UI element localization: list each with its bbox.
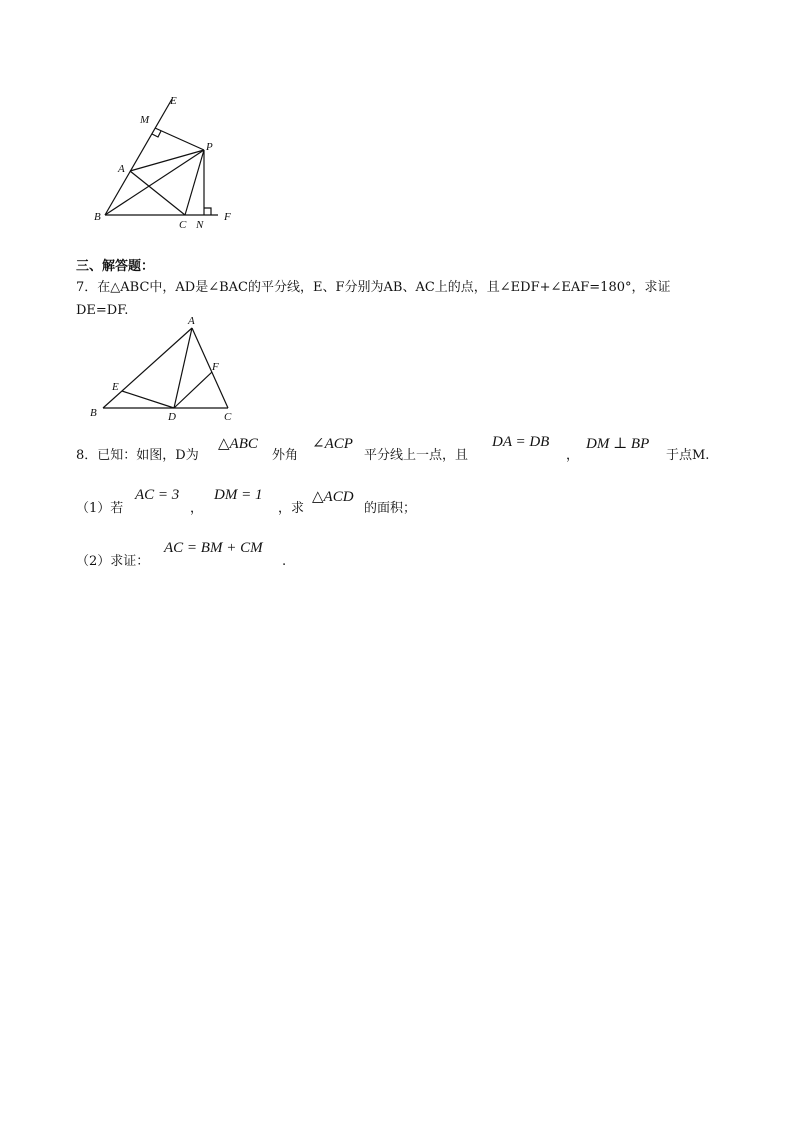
q8-part1-ask: ，求 — [278, 501, 305, 516]
q8-part1-area: 的面积； — [364, 501, 417, 516]
label-D: D — [168, 411, 176, 423]
label-C: C — [224, 411, 232, 423]
q8-part1-math-triangle-acd: △ACD — [312, 489, 354, 505]
q8-part2-prefix: （2）求证： — [76, 554, 150, 569]
label-E: E — [170, 95, 177, 107]
q8-part1-math-ac: AC = 3 — [135, 487, 180, 503]
q8-part2-math: AC = BM + CM — [164, 540, 263, 556]
label-N: N — [196, 219, 204, 231]
q8-math-triangle-abc: △ABC — [218, 436, 258, 452]
label-C: C — [179, 219, 187, 231]
label-E: E — [112, 381, 119, 393]
label-M: M — [140, 114, 150, 126]
q8-part1-prefix: （1）若 — [76, 501, 124, 516]
q8-text-bisector: 平分线上一点，且 — [364, 448, 469, 463]
label-F: F — [224, 211, 231, 223]
label-B: B — [90, 407, 97, 419]
q8-math-angle-acp: ∠ACP — [312, 436, 353, 452]
q8-text-foot-m: 于点M. — [666, 448, 710, 463]
label-P: P — [206, 141, 213, 153]
q8-part1-math-dm: DM = 1 — [214, 487, 263, 503]
figure-1-diagram — [90, 92, 250, 232]
line-AC — [192, 328, 228, 408]
q8-part2-period: . — [282, 554, 287, 569]
section-heading: 三、解答题： — [76, 259, 155, 274]
line-BP — [105, 150, 204, 215]
line-CP — [185, 150, 204, 215]
q8-prefix: 8．已知：如图，D为 — [76, 448, 199, 463]
q8-math-da-db: DA = DB — [492, 434, 550, 450]
line-AB — [103, 328, 192, 408]
label-F: F — [212, 361, 219, 373]
q8-text-comma: ， — [566, 448, 580, 463]
line-AD — [174, 328, 192, 408]
q8-text-exterior-angle: 外角 — [272, 448, 299, 463]
q8-math-dm-perp-bp: DM ⊥ BP — [586, 436, 650, 452]
line-MP — [155, 128, 204, 150]
label-A: A — [188, 315, 195, 327]
figure-2-diagram — [88, 314, 248, 424]
line-ED — [122, 391, 174, 408]
line-BE — [105, 99, 172, 215]
right-angle-N — [204, 208, 211, 215]
label-B: B — [94, 211, 101, 223]
line-DF — [174, 372, 212, 408]
q7-line-1: 7．在△ABC中，AD是∠BAC的平分线，E、F分别为AB、AC上的点，且∠EDF+∠EAF=180°，求证 — [76, 280, 671, 295]
q8-part1-comma: ， — [190, 501, 204, 516]
q7-line-2: DE=DF. — [76, 303, 129, 318]
label-A: A — [118, 163, 125, 175]
